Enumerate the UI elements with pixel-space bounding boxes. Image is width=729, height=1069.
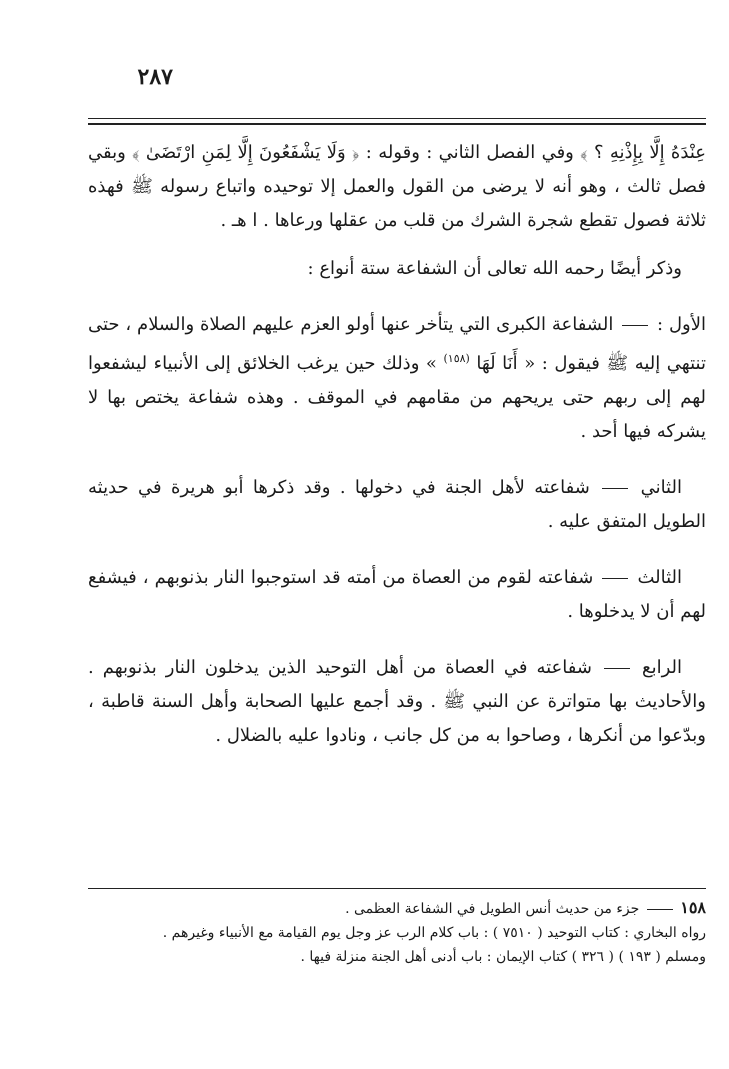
footnote-line: رواه البخاري : كتاب التوحيد ( ٧٥١٠ ) : باب كلام الرب عز وجل يوم القيامة مع الأنبياء وغيرهم . [162, 925, 706, 941]
footnotes [88, 896, 706, 969]
body-text [88, 136, 706, 753]
dash-separator [604, 668, 630, 669]
dash-separator [647, 909, 673, 910]
item-text: الشفاعة الكبرى التي يتأخر عنها أولو العزم عليهم الصلاة والسلام ، حتى تنتهي إليه ﷺ فيقول : « أَنَا لَهَا [88, 314, 706, 374]
footnote-text: جزء من حديث أنس الطويل في الشفاعة العظمى . [345, 901, 640, 917]
footnote-line: ومسلم ( ١٩٣ ) ( ٣٢٦ ) كتاب الإيمان : باب أدنى أهل الجنة منزلة فيها . [300, 949, 706, 965]
item-heading: الثالث [637, 567, 682, 588]
item-text: شفاعته لقوم من العصاة من أمته قد استوجبوا النار بذنوبهم ، فيشفع لهم أن لا يدخلوها . [88, 567, 706, 622]
item-heading: الرابع [641, 657, 682, 678]
item-text: شفاعته في العصاة من أهل التوحيد الذين يدخلون النار بذنوبهم . والأحاديث بها متواترة عن النبي ﷺ . وقد أجمع عليها الصحابة وأهل السنة قاطبة ، وبدّعوا من أنكرها ، وصاحوا به من كل جانب ، ونادوا عليه بالضلال . [88, 657, 706, 746]
page-number: ٢٨٧ [137, 64, 173, 90]
footnote-reference: (١٥٨) [443, 352, 470, 365]
paragraph-third-type [88, 561, 706, 629]
footnote-rule [88, 888, 706, 889]
dash-separator [602, 488, 628, 489]
dash-separator [622, 325, 648, 326]
item-heading: الأول : [657, 314, 706, 335]
header-rule-thin [88, 118, 706, 119]
header-rule-thick [88, 123, 706, 125]
paragraph-second-type [88, 471, 706, 539]
paragraph-continuation: عِنْدَهُ إِلَّا بِإِذْنِهِ ؟ ﴾ وفي الفصل الثاني : وقوله : ﴿ وَلَا يَشْفَعُونَ إِلَّا لِمَنِ ارْتَضَىٰ ﴾ وبقي فصل ثالث ، وهو أنه لا يرضى من القول والعمل إلا توحيده واتباع رسوله ﷺ فهذه ثلاثة فصول تقطع شجرة الشرك من قلب من عقلها ورعاها . ا هـ . [88, 142, 706, 231]
footnote-line [88, 896, 706, 921]
dash-separator [602, 578, 628, 579]
item-heading: الثاني [640, 477, 682, 498]
item-text: شفاعته لأهل الجنة في دخولها . وقد ذكرها أبو هريرة في حديثه الطويل المتفق عليه . [88, 477, 706, 532]
paragraph-fourth-type [88, 651, 706, 753]
item-text: » وذلك حين يرغب الخلائق إلى الأنبياء ليشفعوا لهم إلى ربهم حتى يريحهم من مقامهم في الموقف . وهذه شفاعة يختص بها لا يشركه فيها أحد . [88, 353, 706, 442]
footnote-number: ١٥٨ [680, 898, 706, 917]
paragraph-first-type [88, 308, 706, 449]
paragraph-intro: وذكر أيضًا رحمه الله تعالى أن الشفاعة ستة أنواع : [307, 258, 682, 279]
